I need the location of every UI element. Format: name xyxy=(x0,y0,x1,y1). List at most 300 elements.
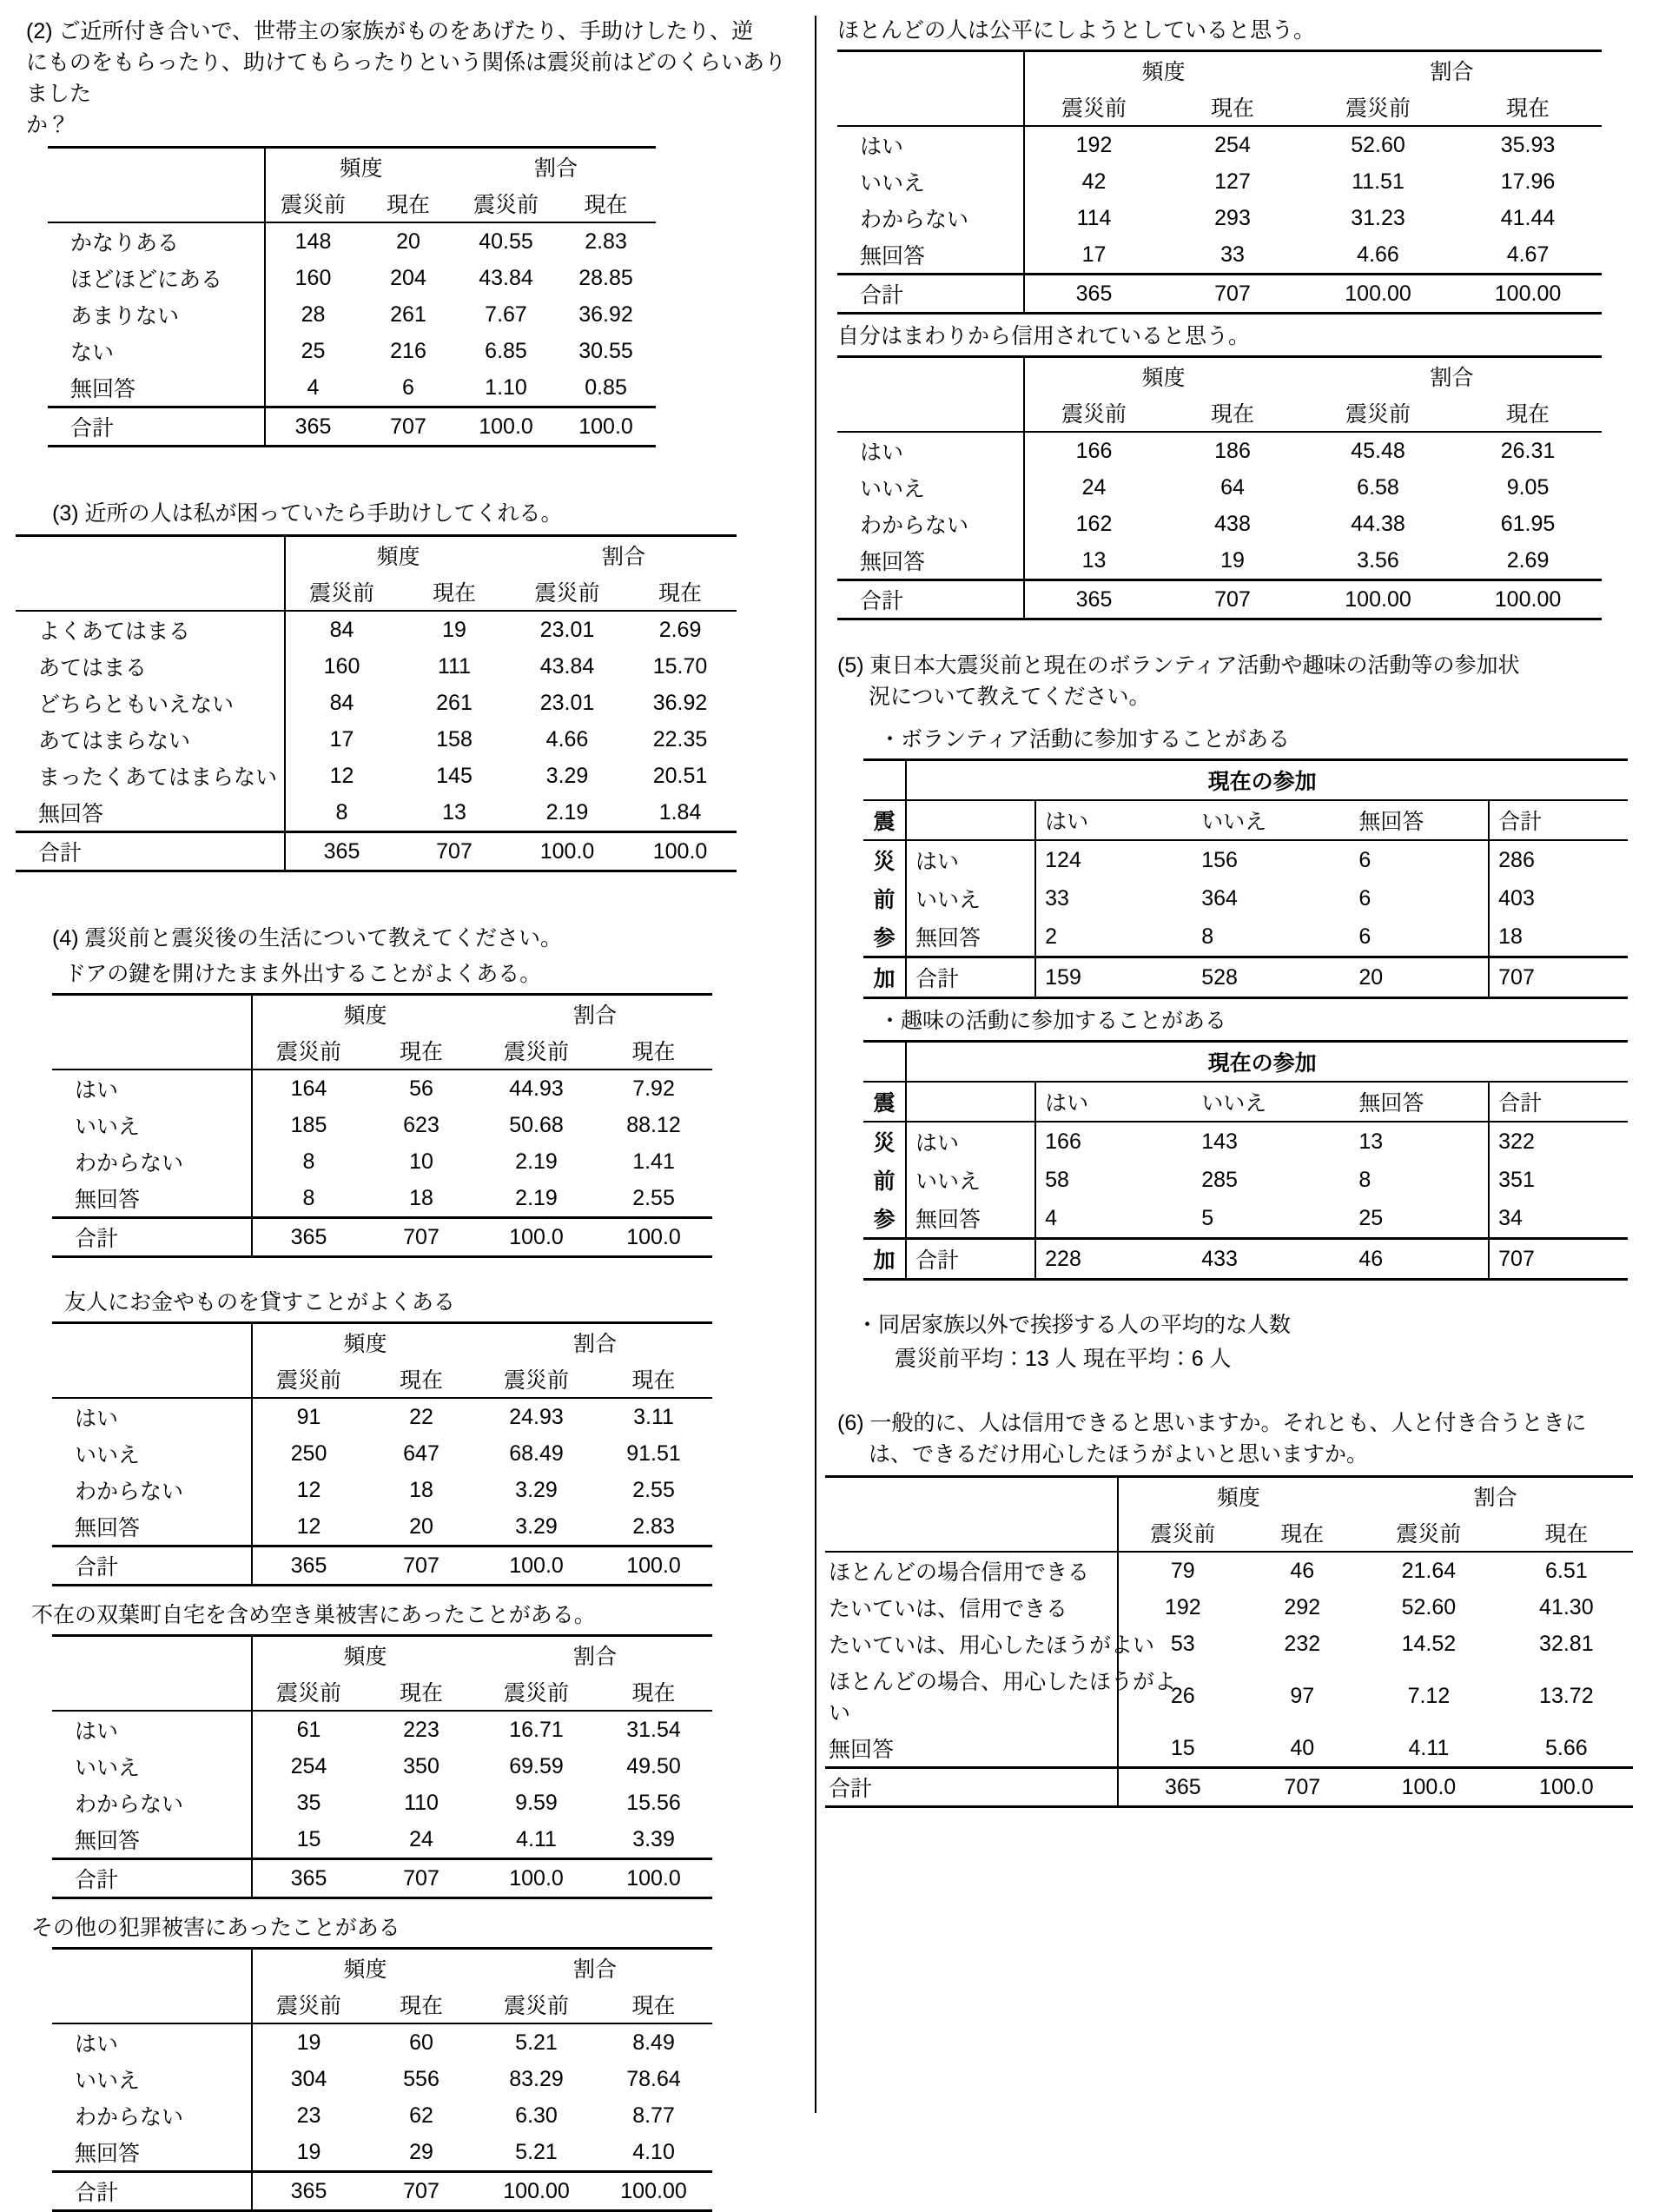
table-row xyxy=(825,1662,1633,1730)
header-before: 震災前 xyxy=(252,1361,365,1398)
cell-total: 286 xyxy=(1489,840,1628,879)
cell-pct-now: 5.66 xyxy=(1544,1735,1588,1760)
header-now: 現在 xyxy=(365,1673,478,1711)
row-label: たいていは、信用できる xyxy=(829,1597,1068,1621)
cell-yes: 2 xyxy=(1035,917,1193,957)
total-label: 合計 xyxy=(48,407,265,447)
question-2-line3: か？ xyxy=(26,113,70,137)
total-total: 707 xyxy=(1489,957,1628,998)
row-label: わからない xyxy=(75,2105,184,2129)
cell-freq-now: 293 xyxy=(1214,205,1251,230)
cell-pct-now: 2.55 xyxy=(632,1477,675,1502)
table-row xyxy=(52,2134,712,2172)
table-row xyxy=(52,1070,712,1107)
cell-freq-before: 192 xyxy=(1118,1589,1246,1626)
column-divider xyxy=(815,16,816,2113)
cell-pct-now: 31.54 xyxy=(626,1717,681,1742)
table-total-row xyxy=(825,1768,1633,1807)
table-q4-door-unlocked xyxy=(52,993,712,1258)
cell-freq-now: 40 xyxy=(1290,1735,1315,1760)
left-column xyxy=(26,16,815,2205)
row-label: わからない xyxy=(860,513,969,538)
table-row xyxy=(863,760,1628,801)
table-total-row xyxy=(52,1859,712,1898)
row-label: ほどほどにある xyxy=(70,268,223,292)
row-label: 無回答 xyxy=(860,244,926,268)
header-before: 震災前 xyxy=(456,185,556,222)
header-now: 現在 xyxy=(595,1673,712,1711)
table-row xyxy=(863,1161,1628,1199)
cell-noanswer: 6 xyxy=(1358,847,1371,872)
question-5-line1: (5) 東日本大震災前と現在のボランティア活動や趣味の活動等の参加状 xyxy=(837,653,1520,678)
total-label: 合計 xyxy=(52,2172,252,2211)
cell-freq-before: 24 xyxy=(1024,469,1163,506)
cell-pct-before: 69.59 xyxy=(509,1753,564,1778)
table-row xyxy=(52,1180,712,1218)
cell-pct-before: 7.67 xyxy=(485,301,527,327)
cell-noanswer: 25 xyxy=(1358,1205,1384,1230)
header-before: 震災前 xyxy=(1358,1514,1500,1552)
header-frequency: 頻度 xyxy=(285,536,511,574)
total-label: 合計 xyxy=(906,957,1035,998)
cell-pct-before: 4.11 xyxy=(1408,1735,1450,1760)
header-percentage: 割合 xyxy=(1358,1477,1633,1515)
total-pct-now: 100.0 xyxy=(1500,1768,1633,1807)
cell-pct-now: 0.85 xyxy=(585,374,627,400)
table-row xyxy=(52,1435,712,1472)
cell-freq-now: 62 xyxy=(409,2103,433,2128)
cell-freq-before: 148 xyxy=(265,222,360,260)
row-label: かなりある xyxy=(70,231,180,255)
table-total-row xyxy=(837,580,1602,619)
total-pct-before: 100.0 xyxy=(478,1218,595,1257)
cell-pct-now: 8.49 xyxy=(632,2030,675,2055)
header-now: 現在 xyxy=(365,1361,478,1398)
table-row xyxy=(48,369,656,407)
question-6-text xyxy=(837,1407,1633,1470)
table-row xyxy=(863,1082,1628,1122)
header-now: 現在 xyxy=(1454,394,1602,432)
question-2-text xyxy=(26,16,796,141)
header-before: 震災前 xyxy=(252,1032,365,1070)
table-row xyxy=(52,1398,712,1435)
col-header-no: いいえ xyxy=(1193,1082,1350,1122)
table-row xyxy=(52,1361,712,1398)
cell-yes: 124 xyxy=(1035,840,1193,879)
table-row xyxy=(863,1199,1628,1239)
total-freq-now: 707 xyxy=(365,1546,478,1586)
table-row xyxy=(16,648,737,685)
hobby-activity-title: ・趣味の活動に参加することがある xyxy=(879,1009,1227,1033)
table-row xyxy=(825,1514,1633,1552)
header-before: 震災前 xyxy=(511,573,624,611)
table-body xyxy=(825,1552,1633,1768)
cell-pct-now: 2.55 xyxy=(632,1185,675,1210)
row-label: わからない xyxy=(860,208,969,232)
cell-pct-now: 78.64 xyxy=(626,2066,681,2091)
table-total-row xyxy=(48,407,656,447)
total-label: 合計 xyxy=(825,1768,1118,1807)
cell-pct-before: 6.85 xyxy=(485,338,527,363)
cell-pct-before: 52.60 xyxy=(1351,132,1405,157)
row-label: はい xyxy=(860,440,904,465)
cell-freq-before: 15 xyxy=(1118,1730,1246,1768)
cell-yes: 166 xyxy=(1035,1122,1193,1161)
row-label: 無回答 xyxy=(38,802,104,826)
cell-total: 322 xyxy=(1489,1122,1628,1161)
table-row xyxy=(825,1626,1633,1662)
cell-pct-now: 2.69 xyxy=(1506,547,1550,573)
cell-pct-before: 11.51 xyxy=(1352,169,1405,194)
cell-pct-before: 44.38 xyxy=(1351,511,1405,536)
table-row xyxy=(52,2023,712,2061)
table-body xyxy=(16,611,737,832)
total-label: 合計 xyxy=(52,1218,252,1257)
header-now: 現在 xyxy=(595,1032,712,1070)
header-before: 震災前 xyxy=(1024,89,1163,126)
total-freq-now: 707 xyxy=(365,1859,478,1898)
cell-freq-before: 162 xyxy=(1024,506,1163,542)
cell-pct-now: 20.51 xyxy=(652,763,708,788)
cell-pct-before: 9.59 xyxy=(515,1790,558,1815)
total-no: 433 xyxy=(1193,1239,1350,1280)
table-row xyxy=(837,506,1602,542)
cell-pct-now: 8.77 xyxy=(632,2103,675,2128)
cell-freq-before: 166 xyxy=(1024,432,1163,469)
cell-freq-now: 254 xyxy=(1214,132,1251,157)
header-frequency: 頻度 xyxy=(252,1636,478,1674)
cell-freq-before: 91 xyxy=(252,1398,365,1435)
cell-pct-now: 2.83 xyxy=(585,228,627,254)
table-body xyxy=(863,840,1628,957)
cell-noanswer: 8 xyxy=(1358,1167,1371,1192)
cell-freq-before: 304 xyxy=(252,2061,365,2097)
cell-yes: 33 xyxy=(1035,879,1193,917)
table-row xyxy=(52,1636,712,1674)
cell-pct-now: 30.55 xyxy=(578,338,633,363)
cell-freq-now: 19 xyxy=(442,617,466,642)
cell-freq-before: 23 xyxy=(252,2097,365,2134)
side-label-char: 前 xyxy=(873,1169,896,1194)
table-q4-other-crime xyxy=(52,1947,712,2212)
table-q4-burglary xyxy=(52,1634,712,1899)
table-row xyxy=(52,2061,712,2097)
total-yes: 228 xyxy=(1035,1239,1193,1280)
greeting-average-title: ・同居家族以外で挨拶する人の平均的な人数 xyxy=(856,1313,1292,1337)
side-label-char: 参 xyxy=(873,1208,896,1232)
col-header-total: 合計 xyxy=(1489,1082,1628,1122)
header-now: 現在 xyxy=(1500,1514,1633,1552)
total-freq-now: 707 xyxy=(360,407,456,447)
table-row xyxy=(48,333,656,369)
cell-freq-now: 127 xyxy=(1214,169,1251,194)
cell-pct-before: 2.19 xyxy=(545,799,589,825)
cell-pct-before: 1.10 xyxy=(485,374,527,400)
cell-pct-before: 4.66 xyxy=(545,726,589,752)
cell-freq-before: 84 xyxy=(285,611,398,648)
total-pct-now: 100.0 xyxy=(595,1859,712,1898)
table-row xyxy=(863,879,1628,917)
header-frequency: 頻度 xyxy=(252,1323,478,1361)
total-pct-now: 100.00 xyxy=(1454,275,1602,314)
cell-freq-before: 13 xyxy=(1024,542,1163,580)
cell-pct-before: 68.49 xyxy=(509,1440,564,1466)
total-label: 合計 xyxy=(906,1239,1035,1280)
row-label: わからない xyxy=(75,1151,184,1176)
header-before: 震災前 xyxy=(478,1986,595,2023)
cell-pct-before: 6.58 xyxy=(1357,474,1399,500)
side-label-char: 災 xyxy=(873,1131,896,1156)
cell-freq-now: 46 xyxy=(1290,1558,1315,1583)
cell-freq-before: 160 xyxy=(265,260,360,296)
side-label-char: 震 xyxy=(863,1082,906,1122)
total-noanswer: 46 xyxy=(1350,1239,1489,1280)
table-row xyxy=(825,1730,1633,1768)
cell-freq-before: 114 xyxy=(1024,200,1163,236)
header-before: 震災前 xyxy=(1118,1514,1246,1552)
cell-freq-now: 261 xyxy=(436,690,473,715)
header-now: 現在 xyxy=(1246,1514,1358,1552)
row-label: 無回答 xyxy=(75,2142,141,2166)
cell-pct-now: 41.30 xyxy=(1539,1594,1594,1619)
col-header-noanswer: 無回答 xyxy=(1350,800,1489,840)
table-row xyxy=(837,357,1602,395)
total-freq-before: 365 xyxy=(252,1218,365,1257)
col-header-total: 合計 xyxy=(1489,800,1628,840)
table-row xyxy=(863,1122,1628,1161)
cell-freq-now: 19 xyxy=(1220,547,1245,573)
total-noanswer: 20 xyxy=(1350,957,1489,998)
cell-freq-now: 18 xyxy=(409,1477,433,1502)
cell-pct-before: 40.55 xyxy=(479,228,533,254)
row-label: はい xyxy=(75,2032,119,2056)
table-row xyxy=(825,1552,1633,1589)
cell-freq-before: 19 xyxy=(252,2023,365,2061)
cell-pct-now: 9.05 xyxy=(1506,474,1550,500)
table-trusted-by-others xyxy=(837,355,1602,620)
header-percentage: 割合 xyxy=(478,995,712,1033)
total-pct-now: 100.0 xyxy=(595,1218,712,1257)
cell-pct-before: 4.11 xyxy=(516,1826,557,1851)
cell-pct-now: 15.70 xyxy=(652,653,708,679)
row-label: まったくあてはまらない xyxy=(38,765,278,790)
cell-pct-before: 83.29 xyxy=(509,2066,564,2091)
header-before: 震災前 xyxy=(252,1673,365,1711)
row-label: たいていは、用心したほうがよい xyxy=(829,1633,1155,1658)
table-row xyxy=(863,800,1628,840)
cell-pct-now: 15.56 xyxy=(626,1790,681,1815)
cell-freq-now: 20 xyxy=(396,228,420,254)
cell-pct-now: 3.11 xyxy=(633,1404,674,1429)
total-pct-now: 100.0 xyxy=(595,1546,712,1586)
table-q4-lend-money xyxy=(52,1321,712,1586)
cell-freq-now: 350 xyxy=(403,1753,440,1778)
table-row xyxy=(837,200,1602,236)
cell-pct-before: 3.56 xyxy=(1357,547,1399,573)
question-4-sub2-title: 友人にお金やものを貸すことがよくある xyxy=(64,1290,456,1315)
cell-pct-now: 1.84 xyxy=(658,799,702,825)
cell-pct-before: 31.23 xyxy=(1351,205,1405,230)
total-freq-now: 707 xyxy=(1163,275,1302,314)
header-percentage: 割合 xyxy=(478,1323,712,1361)
cell-pct-before: 4.66 xyxy=(1357,242,1399,267)
table-volunteer-participation xyxy=(863,758,1628,999)
cell-freq-now: 22 xyxy=(409,1404,433,1429)
cell-freq-now: 111 xyxy=(438,653,472,679)
cell-freq-before: 28 xyxy=(265,296,360,333)
table-total-row xyxy=(863,957,1628,998)
cell-pct-now: 49.50 xyxy=(626,1753,681,1778)
col-header-no: いいえ xyxy=(1193,800,1350,840)
question-4-sub3-title: 不在の双葉町自宅を含め空き巣被害にあったことがある。 xyxy=(31,1603,596,1627)
cell-freq-now: 216 xyxy=(390,338,426,363)
table-row xyxy=(48,296,656,333)
header-now: 現在 xyxy=(1163,89,1302,126)
cell-freq-before: 84 xyxy=(285,685,398,721)
row-label: あてはまらない xyxy=(38,729,191,753)
row-label: いいえ xyxy=(75,1115,141,1139)
table-row xyxy=(48,222,656,260)
row-label: 無回答 xyxy=(70,377,136,401)
table-row xyxy=(52,1949,712,1987)
table-fair-people xyxy=(837,50,1602,315)
table-row xyxy=(52,1032,712,1070)
table-question-6 xyxy=(825,1475,1633,1808)
header-now: 現在 xyxy=(398,573,511,611)
header-before: 震災前 xyxy=(265,185,360,222)
total-freq-before: 365 xyxy=(252,1546,365,1586)
cell-freq-now: 438 xyxy=(1214,511,1251,536)
table-row xyxy=(837,126,1602,163)
cell-total: 351 xyxy=(1489,1161,1628,1199)
cell-freq-before: 8 xyxy=(252,1180,365,1218)
question-3-text: (3) 近所の人は私が困っていたら手助けしてくれる。 xyxy=(52,501,563,526)
table-row xyxy=(52,2097,712,2134)
cell-pct-now: 36.92 xyxy=(652,690,708,715)
row-label: どちらともいえない xyxy=(38,692,235,717)
cell-pct-before: 43.84 xyxy=(539,653,595,679)
table-question-3 xyxy=(16,534,737,872)
table-body xyxy=(52,1398,712,1546)
table-row xyxy=(863,917,1628,957)
total-no: 528 xyxy=(1193,957,1350,998)
question-5-text xyxy=(837,650,1633,712)
row-label: 無回答 xyxy=(829,1738,895,1762)
header-percentage: 割合 xyxy=(456,148,656,186)
cell-pct-before: 43.84 xyxy=(479,265,533,290)
cell-freq-now: 56 xyxy=(409,1076,433,1101)
question-2-line1: (2) ご近所付き合いで、世帯主の家族がものをあげたり、手助けしたり、逆 xyxy=(26,19,754,43)
table-row xyxy=(52,995,712,1033)
cell-pct-before: 50.68 xyxy=(509,1112,564,1137)
header-frequency: 頻度 xyxy=(1024,357,1302,395)
cell-freq-before: 26 xyxy=(1118,1662,1246,1730)
cell-freq-now: 18 xyxy=(409,1185,433,1210)
cell-freq-before: 250 xyxy=(252,1435,365,1472)
table-row xyxy=(837,542,1602,580)
cell-pct-now: 13.72 xyxy=(1539,1683,1594,1708)
cell-pct-now: 2.69 xyxy=(658,617,702,642)
side-label-char: 震 xyxy=(863,800,906,840)
cell-pct-now: 32.81 xyxy=(1539,1631,1594,1656)
col-header-yes: はい xyxy=(1035,1082,1193,1122)
header-percentage: 割合 xyxy=(1302,51,1602,89)
cell-pct-before: 45.48 xyxy=(1351,438,1405,463)
total-freq-before: 365 xyxy=(252,2172,365,2211)
cell-freq-now: 186 xyxy=(1214,438,1251,463)
row-label: 無回答 xyxy=(75,1188,141,1212)
col-header-yes: はい xyxy=(1035,800,1193,840)
total-pct-before: 100.0 xyxy=(1358,1768,1500,1807)
row-label: 無回答 xyxy=(75,1516,141,1540)
volunteer-activity-title: ・ボランティア活動に参加することがある xyxy=(879,727,1291,752)
cell-pct-before: 3.29 xyxy=(545,763,589,788)
table-total-row xyxy=(863,1239,1628,1280)
right-column xyxy=(829,16,1633,2113)
cell-pct-now: 2.83 xyxy=(632,1513,675,1539)
table-body xyxy=(48,222,656,407)
table-row xyxy=(837,51,1602,89)
total-freq-before: 365 xyxy=(285,832,398,871)
row-label: はい xyxy=(906,1122,1035,1161)
table-row xyxy=(52,1508,712,1546)
table-row xyxy=(837,236,1602,275)
row-label: いいえ xyxy=(860,171,926,195)
cell-freq-now: 204 xyxy=(390,265,426,290)
cell-pct-before: 5.21 xyxy=(515,2139,558,2164)
cell-freq-now: 158 xyxy=(436,726,473,752)
header-before: 震災前 xyxy=(478,1361,595,1398)
row-label: よくあてはまる xyxy=(38,619,191,644)
cell-freq-before: 192 xyxy=(1024,126,1163,163)
table-row xyxy=(52,1748,712,1785)
row-label: あてはまる xyxy=(38,656,148,680)
table-row xyxy=(48,260,656,296)
total-pct-now: 100.0 xyxy=(556,407,656,447)
total-freq-now: 707 xyxy=(1246,1768,1358,1807)
total-freq-before: 365 xyxy=(265,407,360,447)
side-label-char: 加 xyxy=(863,957,906,998)
table-row xyxy=(48,148,656,186)
row-label: わからない xyxy=(75,1480,184,1504)
table-total-row xyxy=(16,832,737,871)
table-row xyxy=(16,611,737,648)
cell-freq-now: 623 xyxy=(403,1112,440,1137)
cell-pct-before: 21.64 xyxy=(1401,1558,1457,1583)
cell-pct-now: 91.51 xyxy=(626,1440,681,1466)
header-now: 現在 xyxy=(595,1986,712,2023)
total-freq-before: 365 xyxy=(252,1859,365,1898)
row-label: いいえ xyxy=(75,1756,141,1780)
row-label: いいえ xyxy=(75,2069,141,2093)
table-total-row xyxy=(52,1218,712,1257)
header-before: 震災前 xyxy=(1024,394,1163,432)
row-label: いいえ xyxy=(906,879,1035,917)
cell-freq-before: 53 xyxy=(1118,1626,1246,1662)
total-pct-before: 100.0 xyxy=(478,1859,595,1898)
question-4-text: (4) 震災前と震災後の生活について教えてください。 xyxy=(52,926,563,950)
question-4-sub1-title: ドアの鍵を開けたまま外出することがよくある。 xyxy=(64,962,542,986)
total-label: 合計 xyxy=(837,580,1024,619)
table-row xyxy=(863,840,1628,879)
table-row xyxy=(52,1673,712,1711)
cell-pct-before: 5.21 xyxy=(515,2030,558,2055)
cell-total: 403 xyxy=(1489,879,1628,917)
cell-freq-before: 61 xyxy=(252,1711,365,1748)
table-row xyxy=(52,1711,712,1748)
question-6-line2: は、できるだけ用心したほうがよいと思いますか。 xyxy=(869,1442,1369,1467)
header-now: 現在 xyxy=(365,1986,478,2023)
